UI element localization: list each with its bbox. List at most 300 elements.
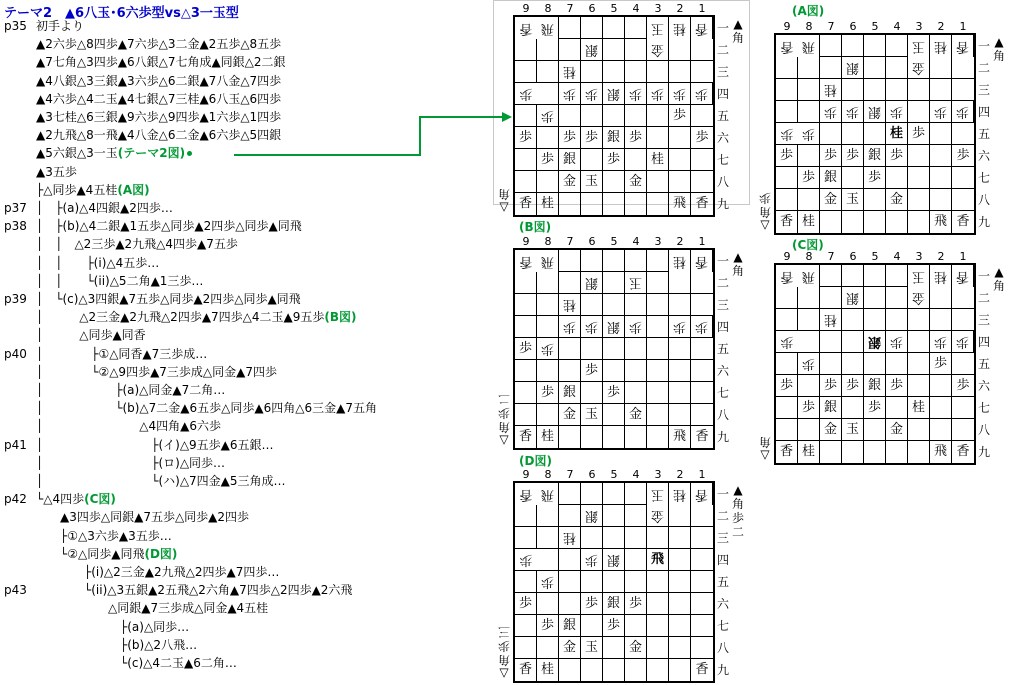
board-square [864, 353, 886, 375]
board-square [647, 61, 669, 83]
board-square [603, 426, 625, 448]
board-square [776, 123, 798, 145]
move-line [36, 144, 192, 163]
board-square [930, 419, 952, 441]
board-square [798, 57, 820, 79]
board-square [515, 127, 537, 149]
board-square [864, 79, 886, 101]
shogi-piece: 歩 [956, 378, 970, 393]
board-square [798, 309, 820, 331]
shogi-piece: 香 [695, 254, 709, 269]
move-text: │ └(b)△7二金▲6五歩△同歩▲6四角△6三金▲7五角 [36, 401, 377, 416]
move-text: │ └(c)△3四銀▲7五歩△同歩▲2四歩△同歩▲同飛 [36, 292, 301, 306]
shogi-piece: 歩 [541, 108, 555, 123]
move-line [36, 599, 268, 618]
shogi-board [513, 248, 715, 450]
move-line [36, 436, 274, 455]
shogi-piece: 歩 [801, 170, 815, 185]
shogi-board [513, 15, 715, 217]
board-square [559, 360, 581, 382]
board-square [515, 149, 537, 171]
rank-label: 四 [717, 87, 730, 101]
board-square [559, 316, 581, 338]
board-square [603, 360, 625, 382]
board-square [581, 17, 603, 39]
rank-label: 二 [978, 291, 991, 305]
move-text: ├(a)△同歩… [36, 619, 190, 634]
board-square [537, 250, 559, 272]
board-square [603, 338, 625, 360]
move-line [36, 326, 146, 345]
move-text: │ ├(b)△4二銀▲1五歩△同歩▲2四歩△同歩▲同飛 [36, 219, 302, 234]
shogi-piece: 桂 [801, 214, 815, 229]
board-square [537, 105, 559, 127]
rank-label: 四 [717, 553, 730, 567]
shogi-piece: 歩 [651, 86, 665, 101]
board-square [798, 441, 820, 463]
board-square [798, 353, 820, 375]
shogi-piece: 玉 [584, 640, 598, 655]
board-square [537, 505, 559, 527]
gote-hand [758, 191, 772, 233]
shogi-piece: 飛 [650, 552, 664, 567]
file-label: 1 [959, 250, 967, 263]
board-square [691, 571, 713, 593]
move-line [36, 527, 172, 546]
shogi-piece: 香 [519, 21, 533, 36]
page-ref: p35 [4, 19, 27, 33]
board-square [691, 593, 713, 615]
shogi-piece: 歩 [563, 86, 577, 101]
board-square [820, 211, 842, 233]
shogi-piece: 桂 [673, 21, 687, 36]
diagram-link[interactable]: (C図) [84, 492, 116, 507]
shogi-piece: 歩 [628, 130, 642, 145]
move-text: ▲3五歩 [36, 164, 77, 179]
board-square [691, 338, 713, 360]
board-square [842, 57, 864, 79]
board-square [559, 659, 581, 681]
board-square [691, 105, 713, 127]
board-square [820, 331, 842, 353]
board-square [842, 353, 864, 375]
board-square [515, 316, 537, 338]
board-square [842, 123, 864, 145]
board-square [669, 250, 691, 272]
board-square [691, 193, 713, 215]
board-square [647, 360, 669, 382]
board-square [559, 404, 581, 426]
board-square [515, 17, 537, 39]
board-square [842, 145, 864, 167]
board-square [908, 441, 930, 463]
board-square [798, 375, 820, 397]
board-square [776, 353, 798, 375]
board-square [559, 615, 581, 637]
shogi-piece: 銀 [585, 42, 599, 57]
board-square [691, 171, 713, 193]
shogi-piece: 歩 [540, 152, 554, 167]
gote-hand [497, 187, 511, 215]
board-square [537, 426, 559, 448]
board-square [691, 316, 713, 338]
board-square [625, 105, 647, 127]
board-square [559, 17, 581, 39]
shogi-piece: 金 [889, 192, 903, 207]
board-square [669, 571, 691, 593]
board-square [864, 397, 886, 419]
board-square [842, 167, 864, 189]
board-square [515, 527, 537, 549]
board-title: (C図) [792, 238, 824, 252]
board-square [864, 123, 886, 145]
board-square [537, 294, 559, 316]
board-square [647, 39, 669, 61]
hand-char: ▲ [994, 35, 1004, 49]
board-square [669, 382, 691, 404]
board-square [952, 441, 974, 463]
shogi-piece: 桂 [934, 39, 948, 54]
shogi-piece: 歩 [780, 126, 794, 141]
board-square [842, 419, 864, 441]
hand-char: ▲ [733, 483, 743, 497]
shogi-piece: 歩 [846, 104, 860, 119]
board-square [691, 637, 713, 659]
board-square [842, 287, 864, 309]
move-text: │ └(ハ)△7四金▲5三角成… [36, 474, 286, 488]
board-square [537, 360, 559, 382]
board-square [603, 549, 625, 571]
shogi-piece: 歩 [519, 86, 533, 101]
board-square [930, 57, 952, 79]
shogi-piece: 歩 [518, 341, 532, 356]
board-square [669, 360, 691, 382]
sente-hand [731, 17, 745, 45]
board-square [691, 404, 713, 426]
shogi-board [513, 481, 715, 683]
gote-hand [497, 392, 511, 448]
shogi-piece: 歩 [518, 596, 532, 611]
rank-label: 六 [717, 131, 730, 145]
page-ref: p40 [4, 346, 27, 361]
board-square [581, 338, 603, 360]
board-square [776, 35, 798, 57]
shogi-piece: 金 [562, 640, 576, 655]
shogi-piece: 香 [956, 39, 970, 54]
hand-char: 角 [759, 205, 772, 219]
board-square [537, 382, 559, 404]
board-square [603, 149, 625, 171]
move-text: 初手より [36, 19, 85, 33]
board-square [798, 419, 820, 441]
shogi-piece: 飛 [672, 429, 686, 444]
shogi-piece: 香 [695, 487, 709, 502]
shogi-piece: 玉 [584, 174, 598, 189]
board-square [776, 101, 798, 123]
board-square [776, 375, 798, 397]
file-label: 7 [827, 250, 835, 263]
board-square [842, 35, 864, 57]
board-square [669, 659, 691, 681]
shogi-piece: 歩 [956, 148, 970, 163]
shogi-piece: 歩 [823, 148, 837, 163]
board-square [603, 39, 625, 61]
board-square [691, 549, 713, 571]
rank-label: 五 [717, 109, 730, 123]
move-line [36, 563, 279, 582]
board-square [581, 105, 603, 127]
shogi-piece: 歩 [541, 574, 555, 589]
board-square [886, 123, 908, 145]
board-square [930, 331, 952, 353]
board-square [559, 549, 581, 571]
shogi-piece: 銀 [585, 275, 599, 290]
sente-hand [731, 483, 745, 539]
shogi-piece: 歩 [934, 104, 948, 119]
file-label: 8 [805, 20, 813, 33]
move-line [36, 235, 238, 254]
board-square [603, 127, 625, 149]
board-square [515, 338, 537, 360]
board-square [581, 294, 603, 316]
board-square [515, 272, 537, 294]
move-text: ├(b)△2八飛… [36, 637, 198, 652]
move-text: │ ├(a)△4四銀▲2四歩… [36, 201, 173, 215]
rank-label: 二 [978, 61, 991, 75]
board-square [647, 404, 669, 426]
board-square [537, 593, 559, 615]
board-square [625, 127, 647, 149]
shogi-piece: 桂 [673, 487, 687, 502]
shogi-piece: 飛 [802, 269, 816, 284]
shogi-piece: 歩 [584, 596, 598, 611]
board-square [886, 35, 908, 57]
rank-label: 七 [717, 153, 730, 167]
board-square [820, 145, 842, 167]
diagram-link[interactable]: (A図) [117, 182, 150, 197]
page-ref: p43 [4, 583, 27, 598]
shogi-piece: 歩 [889, 148, 903, 163]
board-square [669, 171, 691, 193]
board-square [952, 309, 974, 331]
board-square [864, 309, 886, 331]
board-square [647, 83, 669, 105]
board-square [625, 549, 647, 571]
board-square [776, 265, 798, 287]
board-square [776, 57, 798, 79]
hand-char: 角 [731, 31, 744, 45]
board-square [581, 615, 603, 637]
board-square [581, 360, 603, 382]
board-square [691, 527, 713, 549]
hand-char: 角 [759, 435, 772, 449]
move-line [36, 545, 177, 564]
move-line [36, 618, 189, 637]
move-text: │ ├(ロ)△同歩… [36, 455, 226, 470]
hand-char: 二 [731, 525, 744, 539]
board-square [952, 35, 974, 57]
shogi-board [774, 33, 976, 235]
board-square [581, 39, 603, 61]
board-square [930, 79, 952, 101]
shogi-piece: 桂 [540, 429, 554, 444]
board-square [820, 375, 842, 397]
shogi-piece: 歩 [672, 108, 686, 123]
board-square [647, 193, 669, 215]
move-line [36, 363, 277, 382]
move-line [36, 126, 281, 145]
board-square [952, 287, 974, 309]
shogi-piece: 金 [912, 290, 926, 305]
board-square [537, 549, 559, 571]
board-square [581, 316, 603, 338]
board-square [581, 404, 603, 426]
hand-char: △ [499, 201, 509, 215]
move-line [36, 35, 281, 54]
hand-char: 角 [498, 653, 511, 667]
board-square [952, 419, 974, 441]
move-line [36, 17, 84, 36]
shogi-piece: 銀 [562, 618, 576, 633]
board-square [908, 145, 930, 167]
file-label: 2 [676, 235, 684, 248]
rank-label: 一 [978, 39, 991, 53]
board-square [820, 309, 842, 331]
shogi-piece: 歩 [629, 86, 643, 101]
board-square [625, 171, 647, 193]
shogi-piece: 歩 [562, 130, 576, 145]
board-square [842, 397, 864, 419]
shogi-piece: 銀 [585, 508, 599, 523]
shogi-piece: 歩 [563, 319, 577, 334]
board-square [776, 441, 798, 463]
board-square [625, 593, 647, 615]
board-square [820, 35, 842, 57]
board-square [559, 294, 581, 316]
shogi-piece: 歩 [824, 104, 838, 119]
file-label: 3 [654, 2, 662, 15]
board-square [647, 659, 669, 681]
board-square [537, 571, 559, 593]
board-square [908, 287, 930, 309]
board-square [952, 79, 974, 101]
board-square [820, 79, 842, 101]
diagram-link[interactable]: (B図) [324, 310, 357, 325]
board-square [537, 637, 559, 659]
shogi-piece: 金 [628, 174, 642, 189]
shogi-piece: 桂 [824, 82, 838, 97]
board-square [886, 211, 908, 233]
shogi-piece: 香 [695, 429, 709, 444]
diagram-link[interactable]: (D図) [144, 546, 178, 561]
board-square [515, 61, 537, 83]
shogi-piece: 歩 [911, 126, 925, 141]
shogi-piece: 歩 [845, 148, 859, 163]
board-square [864, 101, 886, 123]
board-square [930, 309, 952, 331]
board-square [647, 382, 669, 404]
board-square [886, 353, 908, 375]
move-text: ▲2六歩△8四歩▲7六歩△3二金▲2五歩△8五歩 [36, 37, 282, 52]
rank-label: 一 [717, 21, 730, 35]
rank-label: 六 [717, 597, 730, 611]
board-square [647, 272, 669, 294]
board-square [515, 250, 537, 272]
board-square [603, 404, 625, 426]
move-line [36, 490, 116, 509]
shogi-piece: 歩 [518, 130, 532, 145]
shogi-piece: 歩 [779, 378, 793, 393]
rank-label: 五 [978, 357, 991, 371]
board-square [798, 35, 820, 57]
board-square [537, 17, 559, 39]
shogi-piece: 銀 [867, 148, 881, 163]
board-square [820, 287, 842, 309]
file-label: 5 [610, 235, 618, 248]
board-square [820, 265, 842, 287]
shogi-piece: 歩 [695, 130, 709, 145]
board-square [515, 294, 537, 316]
board-square [581, 250, 603, 272]
move-line [36, 454, 225, 473]
file-label: 8 [544, 468, 552, 481]
board-square [952, 57, 974, 79]
board-square [952, 101, 974, 123]
board-square [669, 505, 691, 527]
board-square [864, 265, 886, 287]
file-label: 1 [698, 468, 706, 481]
shogi-piece: 玉 [629, 275, 643, 290]
move-text: │ │ △2三歩▲2九飛△4四歩▲7五歩 [36, 237, 238, 252]
file-label: 2 [676, 468, 684, 481]
board-square [691, 360, 713, 382]
board-square [798, 79, 820, 101]
board-square [669, 404, 691, 426]
board-square [930, 167, 952, 189]
board-square [930, 397, 952, 419]
shogi-piece: 玉 [651, 487, 665, 502]
shogi-piece: 桂 [563, 530, 577, 545]
rank-label: 三 [978, 313, 991, 327]
move-text: ├△同歩▲4五桂 [36, 182, 118, 197]
diagram-link[interactable]: (テーマ2図) [117, 146, 186, 161]
hand-char: 歩 [731, 511, 744, 525]
shogi-piece: 玉 [845, 422, 859, 437]
board-square [581, 382, 603, 404]
board-square [537, 127, 559, 149]
board-square [625, 637, 647, 659]
shogi-piece: 香 [956, 214, 970, 229]
board-title: (B図) [519, 220, 552, 234]
shogi-board [774, 263, 976, 465]
hand-char: 歩 [498, 639, 511, 653]
hand-char: △ [760, 219, 770, 233]
board-square [603, 193, 625, 215]
board-square [647, 294, 669, 316]
page-ref: p39 [4, 292, 27, 306]
board-square [603, 571, 625, 593]
shogi-piece: 桂 [540, 196, 554, 211]
shogi-piece: 歩 [541, 341, 555, 356]
move-line [36, 290, 301, 309]
board-square [515, 571, 537, 593]
board-square [691, 426, 713, 448]
shogi-piece: 香 [519, 487, 533, 502]
board-square [864, 211, 886, 233]
board-square [647, 316, 669, 338]
board-square [691, 659, 713, 681]
board-square [930, 101, 952, 123]
